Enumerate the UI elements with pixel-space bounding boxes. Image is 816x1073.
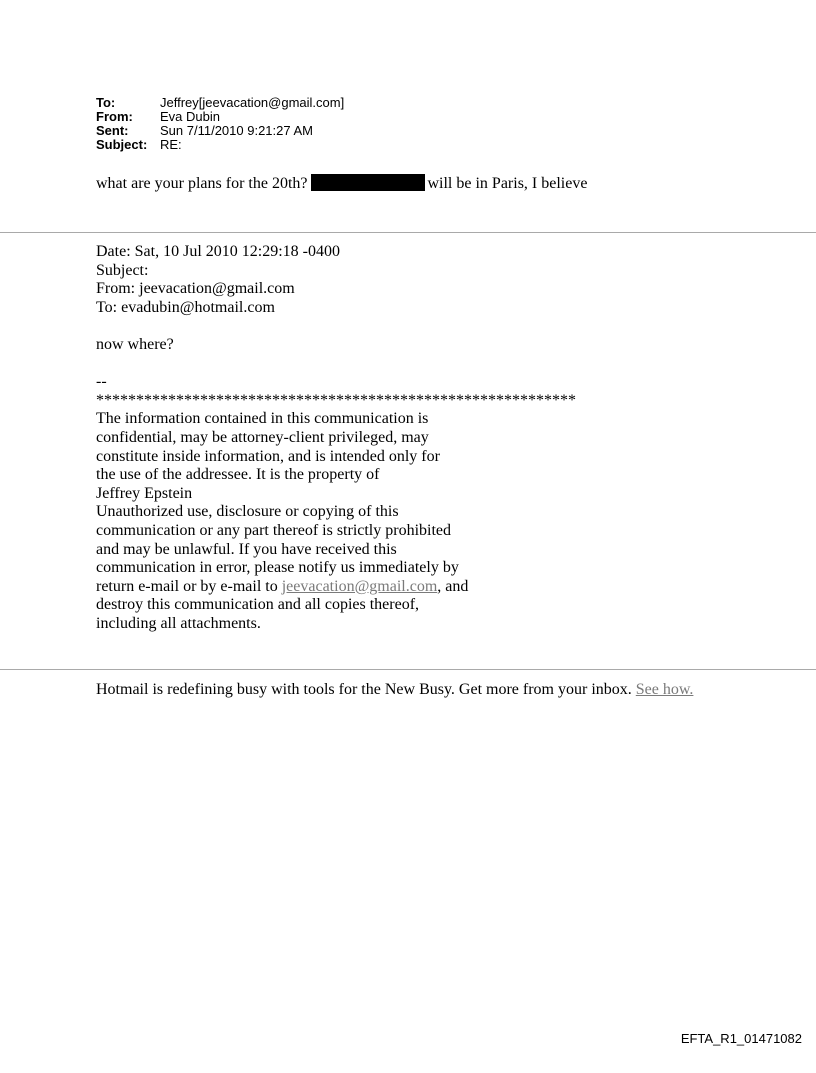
to-label: To: (96, 95, 116, 110)
disclaimer-line: Jeffrey Epstein (96, 484, 193, 502)
quoted-date: Date: Sat, 10 Jul 2010 12:29:18 -0400 (96, 243, 340, 260)
divider-top (0, 232, 816, 233)
from-value: Eva Dubin (160, 109, 220, 124)
disclaimer-line: including all attachments. (96, 614, 261, 632)
quoted-body: now where? (96, 335, 174, 353)
quoted-subject: Subject: (96, 261, 149, 279)
header-from-row (96, 110, 344, 124)
quoted-to: To: evadubin@hotmail.com (96, 298, 275, 316)
message-text-after: will be in Paris, I believe (427, 175, 588, 192)
message-body (96, 174, 587, 194)
quoted-from: From: jeevacation@gmail.com (96, 280, 295, 298)
header-to-row (96, 96, 344, 110)
return-suffix: , and (437, 577, 469, 595)
signature-dash: -- (96, 373, 107, 391)
disclaimer-line: communication in error, please notify us immediately by (96, 559, 459, 577)
sent-value: Sun 7/11/2010 9:21:27 AM (160, 123, 313, 138)
disclaimer-line: confidential, may be attorney-client privileged, may (96, 428, 429, 446)
divider-bottom (0, 669, 816, 670)
disclaimer-line: constitute inside information, and is intended only for (96, 447, 440, 465)
disclaimer-line: the use of the addressee. It is the property of (96, 466, 380, 484)
message-text-before: what are your plans for the 20th? (96, 175, 308, 192)
to-value: Jeffrey[jeevacation@gmail.com] (160, 95, 345, 110)
from-label: From: (96, 109, 133, 124)
footer-text: Hotmail is redefining busy with tools for the New Busy. Get more from your inbox. (96, 681, 636, 698)
disclaimer-line: and may be unlawful. If you have received this (96, 540, 397, 558)
disclaimer-return-line (96, 578, 576, 597)
document-id: EFTA_R1_01471082 (680, 1031, 802, 1046)
hotmail-footer (96, 680, 693, 700)
redaction-box (311, 174, 425, 191)
header-sent-row (96, 124, 344, 138)
disclaimer-line: The information contained in this communication is (96, 410, 429, 428)
disclaimer-line: destroy this communication and all copies thereof, (96, 596, 420, 614)
return-prefix: return e-mail or by e-mail to (96, 577, 282, 595)
email-header (96, 96, 344, 152)
subject-label: Subject: (96, 137, 148, 152)
quoted-message (96, 243, 576, 633)
subject-value: RE: (160, 137, 182, 152)
email-link[interactable]: jeevacation@gmail.com (281, 577, 438, 595)
disclaimer-line: Unauthorized use, disclosure or copying of this (96, 503, 399, 521)
header-subject-row (96, 138, 344, 152)
sent-label: Sent: (96, 123, 129, 138)
see-how-link[interactable]: See how. (635, 681, 694, 698)
signature-stars: ************************************************************ (96, 391, 576, 409)
disclaimer-line: communication or any part thereof is strictly prohibited (96, 521, 452, 539)
